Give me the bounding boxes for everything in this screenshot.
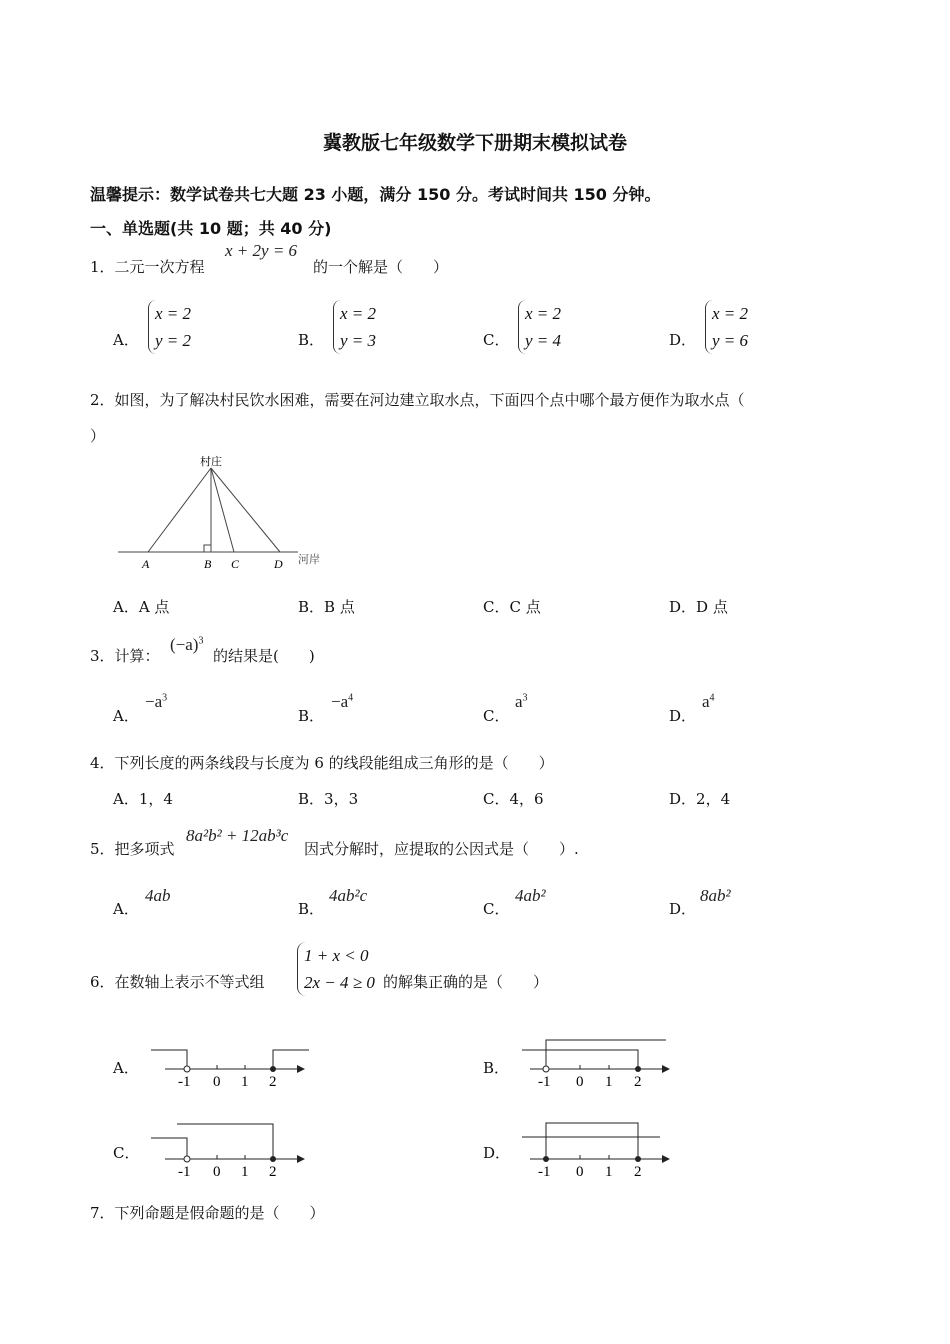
svg-text:-1: -1 bbox=[538, 1074, 551, 1090]
q5-polynomial: 8a²b² + 12ab³c bbox=[186, 826, 289, 845]
question-1 bbox=[90, 256, 205, 277]
point-b-label: B bbox=[204, 557, 212, 571]
svg-text:0: 0 bbox=[213, 1074, 221, 1090]
question-4: 4．下列长度的两条线段与长度为 6 的线段能组成三角形的是（ ） bbox=[90, 754, 554, 772]
q6-inequality-2: 2x − 4 ≥ 0 bbox=[304, 973, 375, 992]
question-2-line1: 2．如图，为了解决村民饮水困难，需要在河边建立取水点，下面四个点中哪个最方便作为取水点（ bbox=[90, 391, 745, 409]
q3-option-b-letter: B． bbox=[298, 707, 325, 725]
q2-option-d: D．D 点 bbox=[669, 598, 728, 616]
q1-d-x: x = 2 bbox=[712, 304, 749, 323]
q1-c-y: y = 4 bbox=[525, 331, 562, 350]
q5-option-b-letter: B． bbox=[298, 900, 325, 918]
q1-suffix: 的一个解是（ ） bbox=[313, 258, 449, 276]
question-5-prefix: 5．把多项式 bbox=[90, 840, 175, 858]
q1-prefix: 1．二元一次方程 bbox=[90, 258, 205, 276]
q1-option-a-letter: A． bbox=[113, 331, 139, 349]
q3-expression bbox=[170, 635, 203, 655]
q3-base: (−a) bbox=[170, 635, 199, 654]
q5-option-d-letter: D． bbox=[669, 900, 697, 918]
q4-option-a: A．1，4 bbox=[113, 790, 173, 808]
svg-text:0: 0 bbox=[576, 1164, 584, 1180]
q1-c-x: x = 2 bbox=[525, 304, 562, 323]
q2-option-c: C．C 点 bbox=[483, 598, 541, 616]
point-a-label: A bbox=[142, 557, 150, 571]
svg-text:-1: -1 bbox=[178, 1074, 191, 1090]
svg-text:0: 0 bbox=[213, 1164, 221, 1180]
q1-option-a-system bbox=[148, 300, 191, 354]
q3-suffix: 的结果是( ) bbox=[213, 647, 315, 665]
q3-option-d-letter: D． bbox=[669, 707, 697, 725]
q3-option-d-expr: $a^4$ bbox=[702, 692, 715, 711]
q5-option-b-expr: 4ab²c bbox=[329, 886, 368, 905]
q5-option-d-expr: 8ab² bbox=[700, 886, 731, 905]
svg-text:1: 1 bbox=[241, 1074, 249, 1090]
q6-inequality-system bbox=[297, 942, 375, 996]
q4-option-c: C．4，6 bbox=[483, 790, 544, 808]
svg-text:1: 1 bbox=[605, 1164, 613, 1180]
svg-text:-1: -1 bbox=[538, 1164, 551, 1180]
q4-option-b: B．3，3 bbox=[298, 790, 359, 808]
svg-text:2: 2 bbox=[634, 1164, 642, 1180]
q1-equation: x + 2y = 6 bbox=[225, 241, 298, 260]
q6-option-d-numberline bbox=[510, 1115, 680, 1180]
svg-text:2: 2 bbox=[634, 1074, 642, 1090]
q1-a-y: y = 2 bbox=[155, 331, 192, 350]
point-c-label: C bbox=[231, 557, 240, 571]
q5-option-a-expr: 4ab bbox=[145, 886, 171, 905]
page-title: 冀教版七年级数学下册期末模拟试卷 bbox=[322, 132, 627, 154]
q6-option-b-numberline bbox=[510, 1030, 680, 1090]
q6-option-b-letter: B． bbox=[483, 1059, 510, 1077]
svg-text:2: 2 bbox=[269, 1074, 277, 1090]
section-heading: 一、单选题(共 10 题；共 40 分) bbox=[90, 219, 332, 238]
q5-option-c-letter: C． bbox=[483, 900, 510, 918]
question-6-prefix: 6．在数轴上表示不等式组 bbox=[90, 973, 265, 991]
q5-suffix: 因式分解时，应提取的公因式是（ ）. bbox=[304, 840, 579, 858]
q4-option-d: D．2，4 bbox=[669, 790, 731, 808]
svg-text:2: 2 bbox=[269, 1164, 277, 1180]
question-2-line2: ） bbox=[90, 427, 106, 445]
q1-option-d-system bbox=[705, 300, 748, 354]
q1-option-c-system bbox=[518, 300, 561, 354]
q6-inequality-1: 1 + x < 0 bbox=[304, 946, 369, 965]
village-label: 村庄 bbox=[200, 455, 222, 468]
q3-option-a-expr: $-a^3$ bbox=[145, 692, 168, 711]
q6-option-d-letter: D． bbox=[483, 1144, 511, 1162]
q2-option-b: B．B 点 bbox=[298, 598, 355, 616]
q6-option-c-numberline bbox=[145, 1120, 315, 1180]
svg-text:1: 1 bbox=[605, 1074, 613, 1090]
q6-option-c-letter: C． bbox=[113, 1144, 140, 1162]
q1-b-x: x = 2 bbox=[340, 304, 377, 323]
q3-option-b-expr: $-a^4$ bbox=[331, 692, 354, 711]
q2-figure bbox=[110, 452, 350, 577]
svg-text:1: 1 bbox=[241, 1164, 249, 1180]
q6-option-a-letter: A． bbox=[113, 1059, 139, 1077]
q1-option-b-system bbox=[333, 300, 376, 354]
q6-suffix: 的解集正确的是（ ） bbox=[383, 973, 549, 991]
q3-exponent: 3 bbox=[198, 635, 204, 647]
svg-text:0: 0 bbox=[576, 1074, 584, 1090]
q3-option-a-letter: A． bbox=[113, 707, 139, 725]
q5-option-c-expr: 4ab² bbox=[515, 886, 546, 905]
q1-a-x: x = 2 bbox=[155, 304, 192, 323]
q1-option-b-letter: B． bbox=[298, 331, 325, 349]
q2-option-a: A．A 点 bbox=[113, 598, 170, 616]
q3-option-c-expr: $a^3$ bbox=[515, 692, 528, 711]
question-3-prefix: 3．计算： bbox=[90, 647, 160, 665]
point-d-label: D bbox=[274, 557, 283, 571]
q1-option-c-letter: C． bbox=[483, 331, 510, 349]
bank-label: 河岸 bbox=[298, 553, 320, 566]
svg-text:-1: -1 bbox=[178, 1164, 191, 1180]
q1-b-y: y = 3 bbox=[340, 331, 377, 350]
q1-option-d-letter: D． bbox=[669, 331, 697, 349]
q6-option-a-numberline bbox=[145, 1040, 315, 1090]
q3-option-c-letter: C． bbox=[483, 707, 510, 725]
q5-option-a-letter: A． bbox=[113, 900, 139, 918]
question-7: 7．下列命题是假命题的是（ ） bbox=[90, 1204, 325, 1222]
q1-d-y: y = 6 bbox=[712, 331, 749, 350]
exam-hint: 温馨提示：数学试卷共七大题 23 小题，满分 150 分。考试时间共 150 分钟。 bbox=[90, 185, 661, 204]
